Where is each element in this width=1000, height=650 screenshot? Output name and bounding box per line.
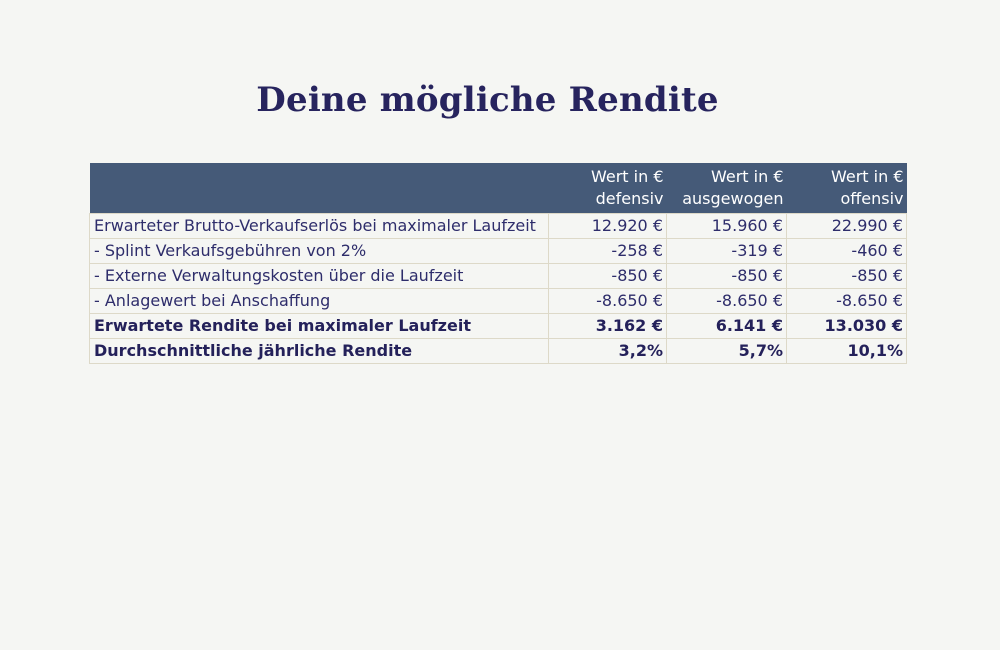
cell-defensiv: 12.920 € [549, 213, 667, 238]
cell-defensiv: -8.650 € [549, 288, 667, 313]
cell-defensiv: -850 € [549, 263, 667, 288]
header-label-column [90, 163, 549, 213]
cell-defensiv: 3.162 € [549, 313, 667, 338]
cell-ausgewogen: -8.650 € [667, 288, 787, 313]
cell-offensiv: -850 € [787, 263, 907, 288]
cell-ausgewogen: -319 € [667, 238, 787, 263]
table-row [90, 263, 907, 288]
cell-offensiv: 22.990 € [787, 213, 907, 238]
header-ausgewogen [667, 163, 787, 213]
returns-table [89, 163, 907, 364]
row-label: Erwarteter Brutto-Verkaufserlös bei maximaler Laufzeit [90, 213, 549, 238]
table-row-annual [90, 338, 907, 363]
header-offensiv-line1: Wert in € [830, 167, 904, 187]
cell-offensiv: -8.650 € [787, 288, 907, 313]
header-defensiv [549, 163, 667, 213]
cell-ausgewogen: 5,7% [667, 338, 787, 363]
header-ausgewogen-line2: ausgewogen [682, 189, 784, 209]
table-row [90, 213, 907, 238]
header-offensiv-line2: offensiv [840, 189, 904, 209]
cell-ausgewogen: 15.960 € [667, 213, 787, 238]
header-ausgewogen-line1: Wert in € [710, 167, 784, 187]
row-label: Durchschnittliche jährliche Rendite [90, 338, 549, 363]
page-title: Deine mögliche Rendite [256, 80, 719, 120]
table-row [90, 238, 907, 263]
row-label: - Anlagewert bei Anschaffung [90, 288, 549, 313]
header-defensiv-line1: Wert in € [590, 167, 664, 187]
table-header-row [90, 163, 907, 213]
table-row-total [90, 313, 907, 338]
cell-offensiv: -460 € [787, 238, 907, 263]
row-label: - Externe Verwaltungskosten über die Laufzeit [90, 263, 549, 288]
cell-offensiv: 10,1% [787, 338, 907, 363]
table-row [90, 288, 907, 313]
header-defensiv-line2: defensiv [595, 189, 664, 209]
cell-offensiv: 13.030 € [787, 313, 907, 338]
cell-ausgewogen: 6.141 € [667, 313, 787, 338]
row-label: - Splint Verkaufsgebühren von 2% [90, 238, 549, 263]
cell-defensiv: -258 € [549, 238, 667, 263]
cell-defensiv: 3,2% [549, 338, 667, 363]
cell-ausgewogen: -850 € [667, 263, 787, 288]
row-label: Erwartete Rendite bei maximaler Laufzeit [90, 313, 549, 338]
header-offensiv [787, 163, 907, 213]
